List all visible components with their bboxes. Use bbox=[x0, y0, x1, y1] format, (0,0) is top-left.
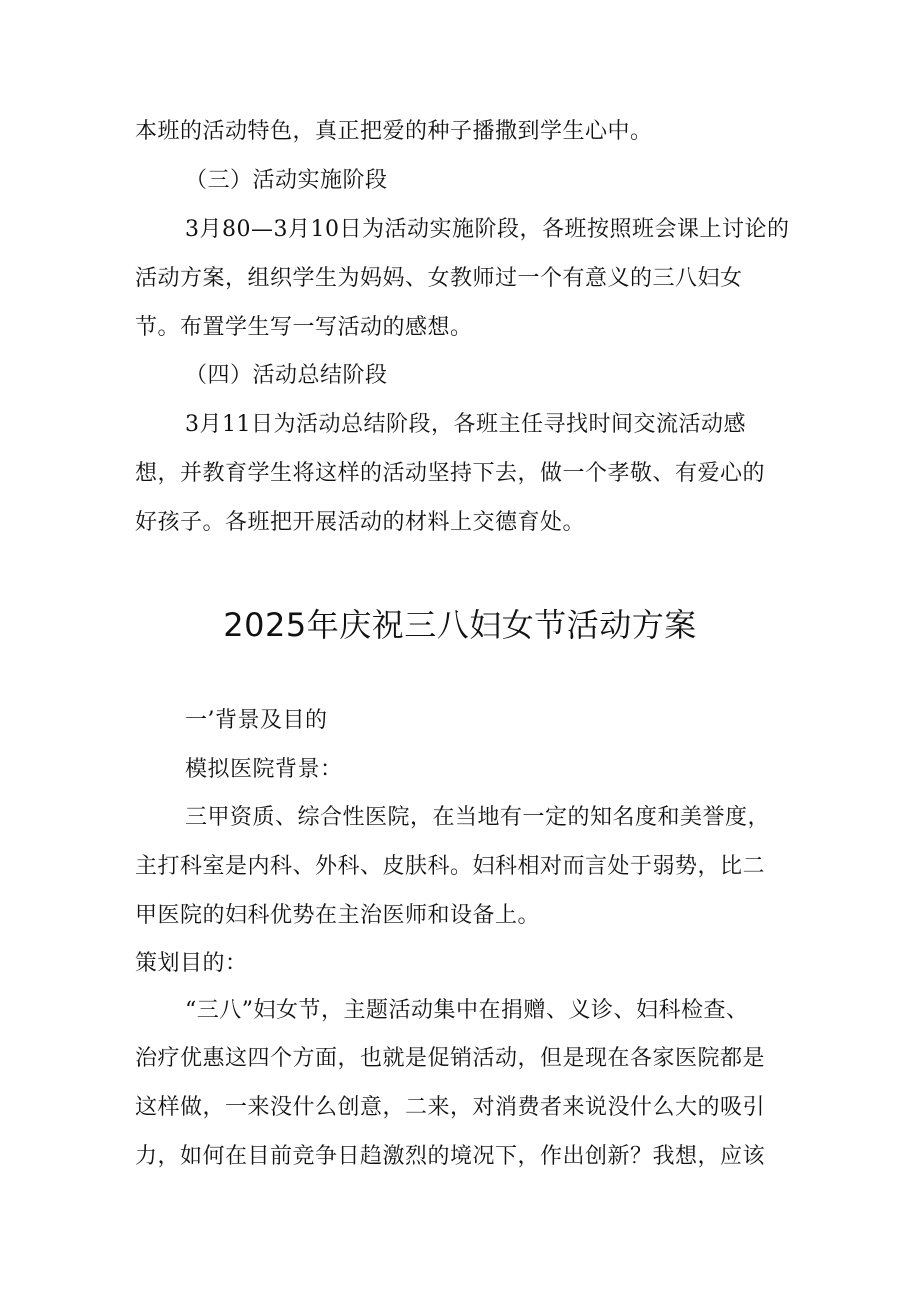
paragraph-line: 三甲资质、综合性医院，在当地有一定的知名度和美誉度， bbox=[185, 805, 771, 830]
paragraph-line: 甲医院的妇科优势在主治医师和设备上。 bbox=[135, 903, 541, 928]
paragraph-line: 3月80—3月10日为活动实施阶段，各班按照班会课上讨论的 bbox=[185, 217, 790, 242]
paragraph-line: 活动方案，组织学生为妈妈、女教师过一个有意义的三八妇女 bbox=[135, 266, 743, 291]
paragraph-line: 节。布置学生写一写活动的感想。 bbox=[135, 315, 473, 340]
paragraph-line: 3月11日为活动总结阶段，各班主任寻找时间交流活动感 bbox=[185, 412, 746, 437]
document-title: 2025年庆祝三八妇女节活动方案 bbox=[223, 606, 697, 644]
section-heading-3: （三）活动实施阶段 bbox=[185, 168, 388, 193]
paragraph-line: 好孩子。各班把开展活动的材料上交德育处。 bbox=[135, 510, 586, 535]
paragraph-line: “三八”妇女节，主题活动集中在捐赠、义诊、妇科检查、 bbox=[185, 998, 749, 1023]
paragraph-line: 想，并教育学生将这样的活动坚持下去，做一个孝敬、有爱心的 bbox=[135, 461, 766, 486]
paragraph-line: 主打科室是内科、外科、皮肤科。妇科相对而言处于弱势，比二 bbox=[135, 854, 766, 879]
section-heading-1: 一’背景及目的 bbox=[185, 708, 328, 733]
paragraph-line: 治疗优惠这四个方面，也就是促销活动，但是现在各家医院都是 bbox=[135, 1046, 766, 1071]
paragraph-line: 力，如何在目前竞争日趋激烈的境况下，作出创新？我想，应该 bbox=[135, 1144, 766, 1169]
paragraph-line: 这样做，一来没什么创意，二来，对消费者来说没什么大的吸引 bbox=[135, 1095, 766, 1120]
subheading-purpose: 策划目的： bbox=[135, 951, 248, 976]
section-heading-4: （四）活动总结阶段 bbox=[185, 363, 388, 388]
paragraph-line: 本班的活动特色，真正把爱的种子播撒到学生心中。 bbox=[135, 119, 653, 144]
subheading-background: 模拟医院背景： bbox=[185, 757, 343, 782]
